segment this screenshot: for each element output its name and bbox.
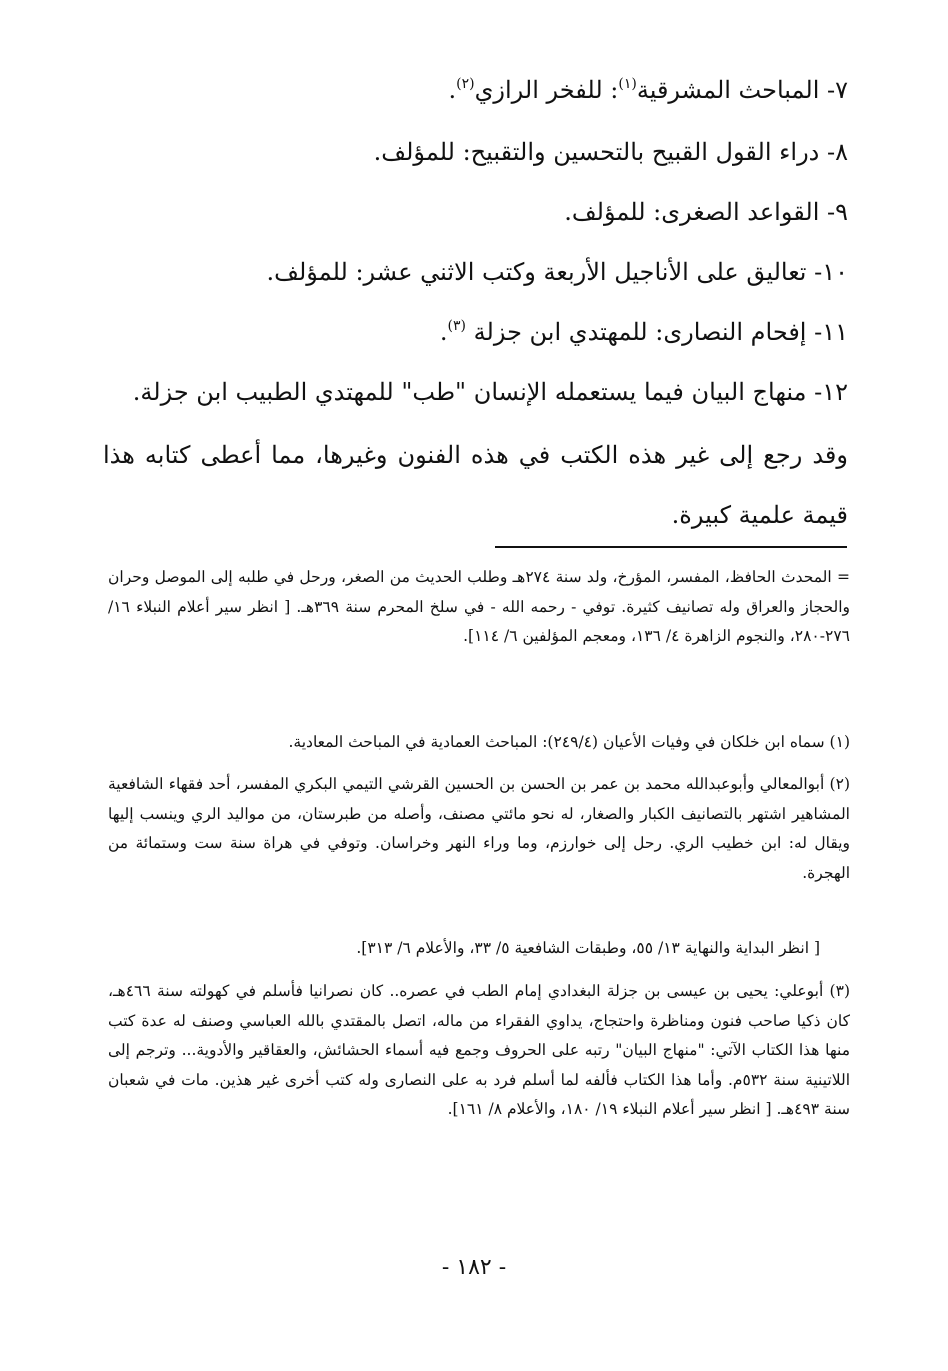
footnote-text: سماه ابن خلكان في وفيات الأعيان (٢٤٩/٤): المباحث العمادية في المباحث المعادية.: [288, 733, 830, 751]
item-number: ٩-: [827, 198, 848, 226]
list-item-10: [267, 256, 848, 288]
footnote-text: أبوالمعالي وأبوعبدالله محمد بن عمر بن الحسن بن الحسين القرشي التيمي البكري المفسر، أحد فقهاء الشافعية المشاهير اشتهر بالتصانيف الكبار والصغار، له نحو مائتي مصنف، وأصله من طبرستان، من مواليد الري وينسب إليها ويقال له: ابن خطيب الري. رحل إلى خوارزم، وما وراء النهر وخراسان. وتوفي في هراة سنة ست وستمائة من الهجرة.: [108, 775, 850, 882]
item-title: المباحث المشرقية: [636, 76, 827, 104]
footnote-3: [108, 977, 850, 1125]
page-number: - ١٨٢ -: [441, 1255, 507, 1280]
footnote-2: [108, 770, 850, 888]
list-item-9: [564, 196, 848, 228]
footnote-ref-3: (٣): [447, 318, 467, 334]
item-text: القواعد الصغرى: للمؤلف.: [564, 198, 827, 226]
item-text: تعاليق على الأناجيل الأربعة وكتب الاثني عشر: للمؤلف.: [266, 258, 815, 286]
footnote-ref-1: (١): [618, 76, 637, 92]
footnote-separator: [495, 546, 847, 548]
footnote-ref-2: (٢): [456, 76, 475, 92]
item-text: إفحام النصارى: للمهتدي ابن جزلة: [466, 318, 815, 346]
closing-paragraph: وقد رجع إلى غير هذه الكتب في هذه الفنون وغيرها، مما أعطى كتابه هذا قيمة علمية كبيرة.: [103, 441, 848, 529]
item-number: ١٢-: [814, 378, 848, 406]
item-number: ٧-: [827, 76, 848, 104]
footnote-2-references: [ انظر البداية والنهاية ١٣/ ٥٥، وطبقات الشافعية ٥/ ٣٣، والأعلام ٦/ ٣١٣].: [356, 939, 820, 957]
footnote-1: [108, 728, 850, 758]
footnote-number: (٢): [829, 775, 850, 793]
footnote-number: (٣): [829, 982, 850, 1000]
list-item-7: ٧- المباحث المشرقية$^{(١)}$: للفخر الرازي$^{(٢)}$.: [448, 76, 848, 104]
item-number: ٨-: [827, 138, 848, 166]
footnote-number: (١): [829, 733, 850, 751]
item-text: منهاج البيان فيما يستعمله الإنسان "طب" للمهتدي الطبيب ابن جزلة.: [132, 378, 815, 406]
item-number: ١٠-: [814, 258, 848, 286]
list-item-8: [374, 136, 848, 168]
item-number: ١١-: [814, 318, 848, 346]
item-text: دراء القول القبيح بالتحسين والتقبيح: للمؤلف.: [373, 138, 827, 166]
list-item-12: [133, 376, 848, 408]
list-item-11: ١١- إفحام النصارى: للمهتدي ابن جزلة $^{(٣)}$.: [439, 318, 848, 346]
footnote-continuation: = المحدث الحافظ، المفسر، المؤرخ، ولد سنة ٢٧٤هـ وطلب الحديث من الصغر، ورحل في طلبه إلى الموصل وحران والحجاز والعراق وله تصانيف كثيرة. توفي - رحمه الله - في سلخ المحرم سنة ٣٦٩هـ. [ انظر سير أعلام النبلاء ١٦/ ٢٧٦-٢٨٠، والنجوم الزاهرة ٤/ ١٣٦، ومعجم المؤلفين ٦/ ١١٤].: [108, 568, 850, 645]
item-author: : للفخر الرازي: [474, 76, 619, 104]
footnote-text: أبوعلي: يحيى بن عيسى بن جزلة البغدادي إمام الطب في عصره.. كان نصرانيا فأسلم في كهولته سنة ٤٦٦هـ، كان ذكيا صاحب فنون ومناظرة واحتجاج، يداوي الفقراء من ماله، اتصل بالمقتدي بالله العباسي وصنف له عدة كتب منها هذا الكتاب الآتي: "منهاج البيان" رتبه على الحروف وجمع فيه أسماء الحشائش، والعقاقير والأدوية... وترجم إلى اللاتينية سنة ٥٣٢م. وأما هذا الكتاب فألفه لما أسلم فرد به على النصارى وله كتب أخرى غير هذين. مات في شعبان سنة ٤٩٣هـ. [ انظر سير أعلام النبلاء ١٩/ ١٨٠، والأعلام ٨/ ١٦١].: [108, 982, 850, 1118]
